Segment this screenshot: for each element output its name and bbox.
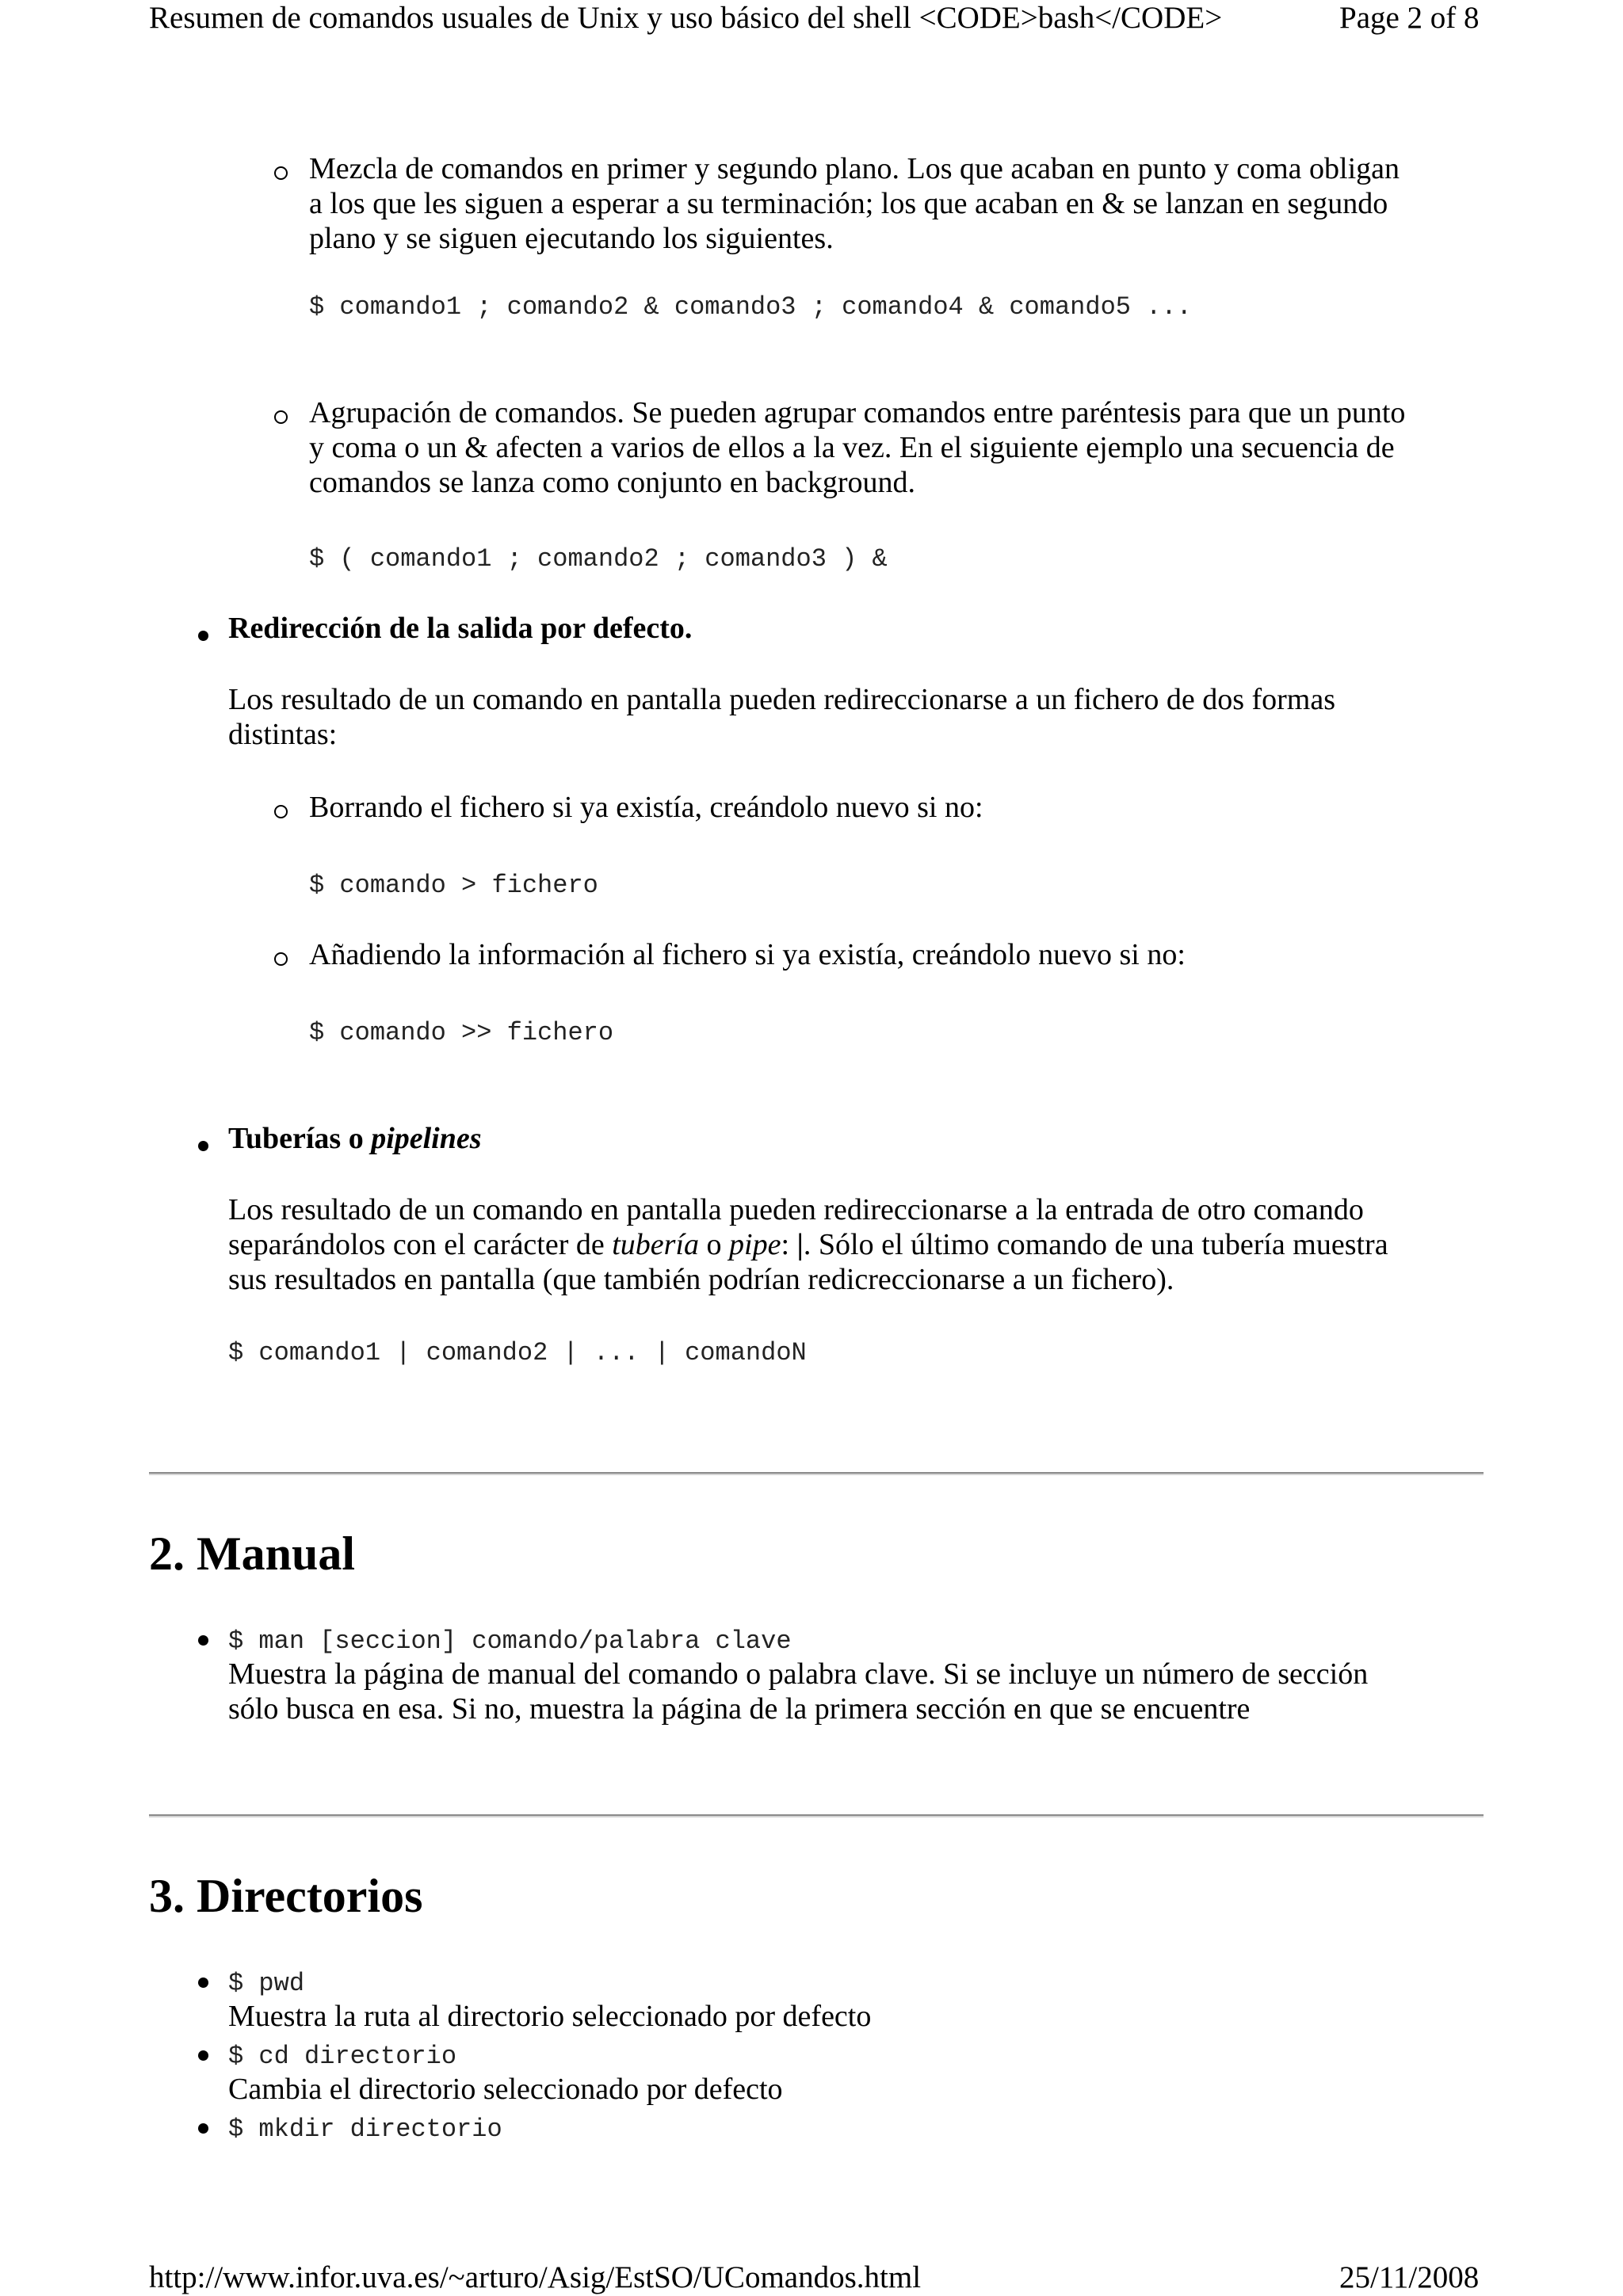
- redirection-title: Redirección de la salida por defecto.: [228, 612, 693, 645]
- pipelines-line-3: sus resultados en pantalla (que también podrían redicreccionarse a un fichero).: [228, 1263, 1174, 1296]
- redirection-intro-line-1: Los resultado de un comando en pantalla pueden redireccionarse a un fichero de dos formas: [228, 683, 1336, 716]
- pipelines-line-1: Los resultado de un comando en pantalla pueden redireccionarse a la entrada de otro comando: [228, 1193, 1364, 1226]
- footer-url: http://www.infor.uva.es/~arturo/Asig/EstSO/UComandos.html: [149, 2260, 922, 2294]
- group-commands-line-3: comandos se lanza como conjunto en background.: [309, 466, 916, 499]
- document-title: Resumen de comandos usuales de Unix y uso básico del shell <CODE>bash</CODE>: [149, 1, 1223, 35]
- mkdir-code: $ mkdir directorio: [228, 2115, 502, 2144]
- section-divider: [149, 1814, 1484, 1817]
- redirection-intro-line-2: distintas:: [228, 718, 338, 751]
- manual-desc-line-1: Muestra la página de manual del comando o palabra clave. Si se incluye un número de sección: [228, 1657, 1369, 1691]
- disc-bullet-icon: [198, 1978, 208, 1988]
- pwd-code: $ pwd: [228, 1969, 305, 1998]
- redirection-overwrite-code: $ comando > fichero: [309, 871, 598, 900]
- circle-bullet-icon: [274, 805, 288, 818]
- manual-heading: 2. Manual: [149, 1527, 356, 1580]
- redirection-overwrite-text: Borrando el fichero si ya existía, creándolo nuevo si no:: [309, 791, 983, 824]
- pipelines-line-2-g: . Sólo el último comando de una tubería muestra: [803, 1228, 1388, 1261]
- page-number: Page 2 of 8: [1339, 1, 1480, 35]
- mix-commands-line-2: a los que les siguen a esperar a su terminación; los que acaban en & se lanzan en segundo: [309, 187, 1388, 220]
- manual-code: $ man [seccion] comando/palabra clave: [228, 1627, 792, 1656]
- pipelines-title: [228, 1120, 482, 1157]
- disc-bullet-icon: [198, 631, 208, 641]
- pwd-desc: Muestra la ruta al directorio seleccionado por defecto: [228, 2000, 872, 2033]
- section-divider: [149, 1472, 1484, 1475]
- disc-bullet-icon: [198, 1635, 208, 1646]
- circle-bullet-icon: [274, 952, 288, 966]
- group-commands-code: $ ( comando1 ; comando2 ; comando3 ) &: [309, 544, 888, 574]
- pipelines-line-2-a: separándolos con el carácter de: [228, 1228, 613, 1261]
- pipelines-title-prefix: Tuberías o: [228, 1122, 372, 1155]
- disc-bullet-icon: [198, 2123, 208, 2134]
- pipelines-term-tuberia: tubería: [612, 1228, 700, 1261]
- pipelines-title-italic: pipelines: [371, 1122, 482, 1155]
- pipelines-line-2: [228, 1226, 1388, 1263]
- circle-bullet-icon: [274, 166, 288, 180]
- pipe-character: |: [796, 1228, 804, 1261]
- manual-desc-line-2: sólo busca en esa. Si no, muestra la página de la primera sección en que se encuentre: [228, 1692, 1251, 1726]
- group-commands-line-2: y coma o un & afecten a varios de ellos a la vez. En el siguiente ejemplo una secuencia de: [309, 431, 1395, 464]
- pipelines-code: $ comando1 | comando2 | ... | comandoN: [228, 1338, 807, 1367]
- mix-commands-code: $ comando1 ; comando2 & comando3 ; comando4 & comando5 ...: [309, 292, 1192, 322]
- pipelines-line-2-c: o: [699, 1228, 730, 1261]
- circle-bullet-icon: [274, 410, 288, 424]
- disc-bullet-icon: [198, 1141, 208, 1151]
- pipelines-term-pipe: pipe: [729, 1228, 781, 1261]
- mix-commands-line-3: plano y se siguen ejecutando los siguientes.: [309, 222, 834, 255]
- pipelines-line-2-e: :: [781, 1228, 797, 1261]
- redirection-append-code: $ comando >> fichero: [309, 1018, 614, 1047]
- cd-code: $ cd directorio: [228, 2042, 457, 2071]
- disc-bullet-icon: [198, 2050, 208, 2061]
- directorios-heading: 3. Directorios: [149, 1870, 423, 1922]
- mix-commands-line-1: Mezcla de comandos en primer y segundo plano. Los que acaban en punto y coma obligan: [309, 152, 1400, 185]
- redirection-append-text: Añadiendo la información al fichero si ya existía, creándolo nuevo si no:: [309, 938, 1186, 971]
- footer-date: 25/11/2008: [1339, 2260, 1480, 2294]
- cd-desc: Cambia el directorio seleccionado por defecto: [228, 2073, 783, 2106]
- group-commands-line-1: Agrupación de comandos. Se pueden agrupar comandos entre paréntesis para que un punto: [309, 396, 1406, 429]
